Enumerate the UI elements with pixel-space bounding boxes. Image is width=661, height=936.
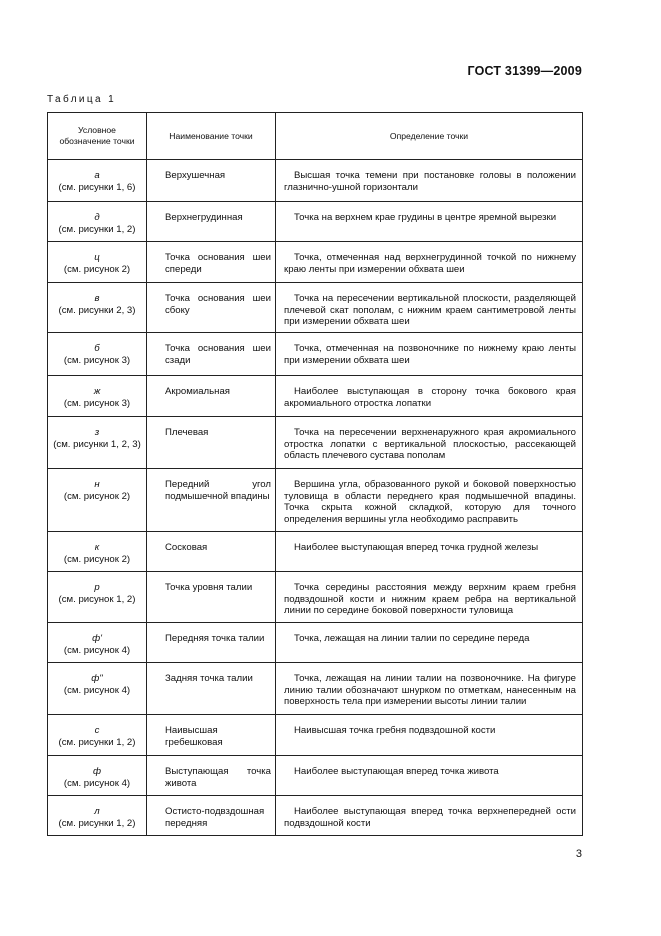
- page-number: 3: [575, 848, 582, 860]
- table-row: [48, 242, 583, 283]
- figure-reference: (см. рисунок 4): [63, 684, 131, 696]
- figure-reference: (см. рисунки 2, 3): [58, 304, 136, 316]
- figure-reference: (см. рисунки 1, 6): [58, 181, 136, 193]
- cell-point-name: Точка основания шеи сзади: [147, 333, 276, 376]
- column-header-code: Условное обозначение точки: [48, 113, 147, 160]
- column-header-definition: Определение точки: [276, 113, 583, 160]
- cell-point-definition: Точка, отмеченная над верхнегрудинной точкой по нижнему краю ленты при измерении обхвата шеи: [276, 242, 583, 283]
- cell-code: [48, 623, 147, 663]
- figure-reference: (см. рисунки 1, 2, 3): [53, 438, 141, 450]
- point-symbol: ж: [93, 386, 101, 397]
- cell-code: [48, 715, 147, 756]
- cell-point-definition: Точка, отмеченная на позвоночнике по нижнему краю ленты при измерении обхвата шеи: [276, 333, 583, 376]
- cell-point-name: Точка основания шеи спереди: [147, 242, 276, 283]
- cell-point-name: Плечевая: [147, 417, 276, 469]
- cell-code: [48, 242, 147, 283]
- cell-point-definition: Наиболее выступающая в сторону точка бокового края акромиального отростка лопатки: [276, 376, 583, 417]
- cell-point-name: Точка основания шеи сбоку: [147, 283, 276, 333]
- document-id: ГОСТ 31399—2009: [467, 64, 582, 78]
- table-row: [48, 160, 583, 202]
- table-row: [48, 376, 583, 417]
- cell-point-name: Передний угол подмышечной впадины: [147, 469, 276, 532]
- point-symbol: р: [94, 582, 100, 593]
- cell-point-name: Выступающая точка живота: [147, 756, 276, 796]
- cell-point-name: Задняя точка талии: [147, 663, 276, 715]
- table-row: [48, 623, 583, 663]
- cell-point-definition: Высшая точка темени при постановке головы в положении глазнично-ушной горизонтали: [276, 160, 583, 202]
- cell-point-name: Верхнегрудинная: [147, 202, 276, 242]
- point-symbol: д: [94, 212, 100, 223]
- table-row: [48, 202, 583, 242]
- cell-code: [48, 756, 147, 796]
- point-symbol: ф": [91, 673, 103, 684]
- point-symbol: в: [94, 293, 100, 304]
- figure-reference: (см. рисунок 3): [63, 354, 131, 366]
- cell-point-name: Передняя точка талии: [147, 623, 276, 663]
- cell-code: [48, 417, 147, 469]
- cell-point-name: Наивысшая гребешковая: [147, 715, 276, 756]
- cell-point-definition: Точка, лежащая на линии талии на позвоночнике. На фигуре линию талии обозначают шнурком по отметкам, нанесенным на поверхность тела при измерении высоты линии талии: [276, 663, 583, 715]
- cell-point-name: Сосковая: [147, 532, 276, 572]
- cell-point-name: Верхушечная: [147, 160, 276, 202]
- cell-code: [48, 469, 147, 532]
- point-symbol: с: [94, 725, 100, 736]
- cell-code: [48, 333, 147, 376]
- cell-point-name: Точка уровня талии: [147, 572, 276, 623]
- table-row: [48, 756, 583, 796]
- figure-reference: (см. рисунки 1, 2): [58, 223, 136, 235]
- cell-point-name: Остисто-подвздошная передняя: [147, 796, 276, 836]
- cell-point-definition: Наиболее выступающая вперед точка верхнепередней ости подвздошной кости: [276, 796, 583, 836]
- cell-code: [48, 283, 147, 333]
- table-row: [48, 796, 583, 836]
- cell-point-definition: Точка на пересечении верхненаружного края акромиального отростка лопатки с вертикальной плоскостью, рассекающей область плечевого сустава пополам: [276, 417, 583, 469]
- figure-reference: (см. рисунок 2): [63, 263, 131, 275]
- cell-code: [48, 376, 147, 417]
- cell-point-definition: Точка на верхнем крае грудины в центре яремной вырезки: [276, 202, 583, 242]
- column-header-name: Наименование точки: [147, 113, 276, 160]
- figure-reference: (см. рисунок 3): [63, 397, 131, 409]
- point-symbol: б: [94, 343, 100, 354]
- points-table: [47, 112, 583, 836]
- table-row: [48, 283, 583, 333]
- point-symbol: н: [94, 479, 100, 490]
- cell-code: [48, 532, 147, 572]
- cell-point-definition: Наиболее выступающая вперед точка живота: [276, 756, 583, 796]
- cell-point-definition: Вершина угла, образованного рукой и боковой поверхностью туловища в области переднего края подмышечной впадины. Точка скрыта кожной складкой, которую для точного определения вершины угла необходимо расправить: [276, 469, 583, 532]
- table-row: [48, 532, 583, 572]
- table-caption: Таблица 1: [47, 94, 117, 105]
- point-symbol: з: [94, 427, 100, 438]
- table-header-row: [48, 113, 583, 160]
- cell-code: [48, 796, 147, 836]
- figure-reference: (см. рисунок 4): [63, 777, 131, 789]
- cell-code: [48, 202, 147, 242]
- point-symbol: к: [94, 542, 100, 553]
- figure-reference: (см. рисунок 2): [63, 490, 131, 502]
- table-row: [48, 572, 583, 623]
- figure-reference: (см. рисунки 1, 2): [58, 817, 136, 829]
- cell-code: [48, 572, 147, 623]
- figure-reference: (см. рисунок 2): [63, 553, 131, 565]
- figure-reference: (см. рисунки 1, 2): [58, 736, 136, 748]
- point-symbol: л: [94, 806, 100, 817]
- point-symbol: ф': [92, 633, 102, 644]
- table-row: [48, 663, 583, 715]
- cell-code: [48, 160, 147, 202]
- cell-point-name: Акромиальная: [147, 376, 276, 417]
- cell-point-definition: Наивысшая точка гребня подвздошной кости: [276, 715, 583, 756]
- table-row: [48, 469, 583, 532]
- point-symbol: ц: [94, 252, 100, 263]
- cell-point-definition: Точка середины расстояния между верхним краем гребня подвздошной кости и нижним краем ребра на вертикальной линии по середине боковой поверхности туловища: [276, 572, 583, 623]
- table-body: [48, 160, 583, 836]
- cell-point-definition: Точка, лежащая на линии талии по середине переда: [276, 623, 583, 663]
- cell-point-definition: Точка на пересечении вертикальной плоскости, разделяющей плечевой скат пополам, с нижним краем сантиметровой ленты при измерении обхвата шеи: [276, 283, 583, 333]
- table-row: [48, 417, 583, 469]
- table-row: [48, 715, 583, 756]
- cell-code: [48, 663, 147, 715]
- point-symbol: а: [94, 170, 100, 181]
- figure-reference: (см. рисунок 4): [63, 644, 131, 656]
- point-symbol: ф: [92, 766, 101, 777]
- figure-reference: (см. рисунок 1, 2): [58, 593, 136, 605]
- table-row: [48, 333, 583, 376]
- cell-point-definition: Наиболее выступающая вперед точка грудной железы: [276, 532, 583, 572]
